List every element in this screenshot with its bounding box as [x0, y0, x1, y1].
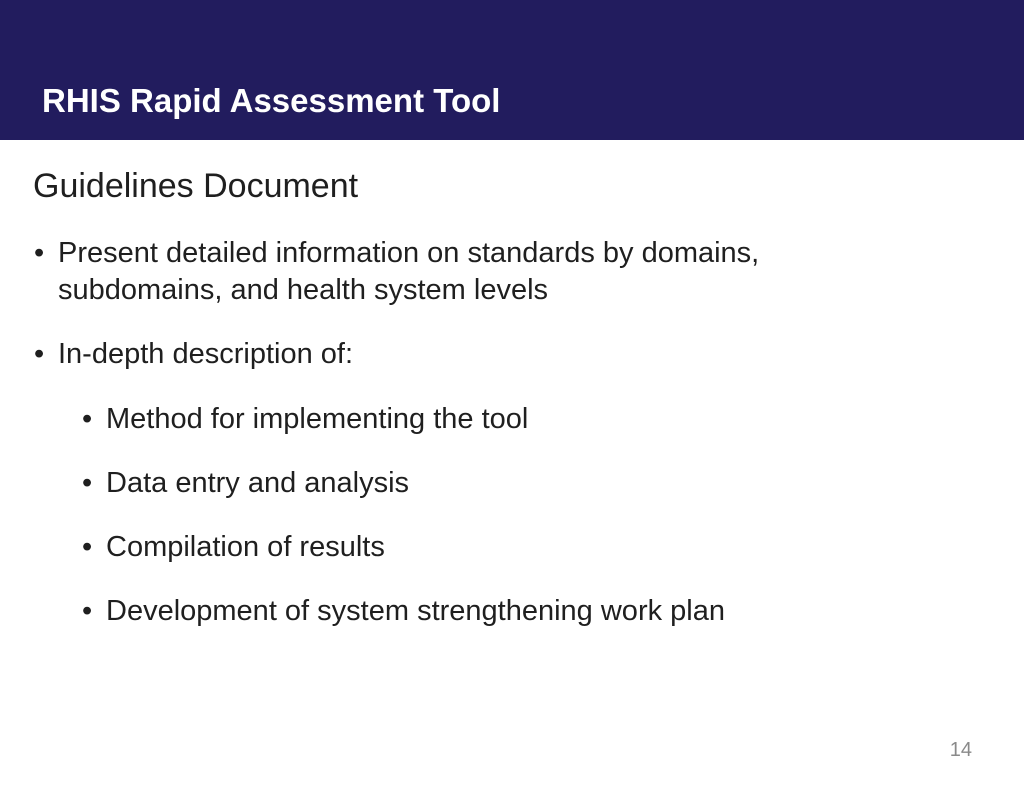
- bullet-dot-icon: •: [82, 595, 93, 627]
- header-bar: [0, 0, 1024, 140]
- sub-bullet-text: Compilation of results: [106, 531, 385, 563]
- slide-title: RHIS Rapid Assessment Tool: [42, 82, 501, 119]
- sub-bullet-text: Method for implementing the tool: [106, 403, 529, 435]
- bullet-text: Present detailed information on standards by domains, subdomains, and health system levels: [58, 237, 760, 306]
- bullet-dot-icon: •: [82, 403, 93, 435]
- sub-bullet-item: [82, 465, 942, 502]
- sub-bullet-item: [82, 593, 962, 630]
- bullet-item: [34, 336, 914, 373]
- page-number: 14: [949, 739, 972, 761]
- sub-bullet-item: [82, 529, 942, 566]
- bullet-text: In-depth description of:: [58, 338, 354, 370]
- sub-bullet-text: Development of system strengthening work plan: [106, 595, 725, 627]
- bullet-dot-icon: •: [82, 531, 93, 563]
- bullet-dot-icon: •: [34, 338, 45, 370]
- sub-bullet-text: Data entry and analysis: [106, 467, 410, 499]
- sub-bullet-item: [82, 401, 942, 438]
- bullet-dot-icon: •: [34, 237, 45, 269]
- bullet-item: [34, 235, 914, 309]
- bullet-dot-icon: •: [82, 467, 93, 499]
- section-heading: Guidelines Document: [33, 167, 359, 205]
